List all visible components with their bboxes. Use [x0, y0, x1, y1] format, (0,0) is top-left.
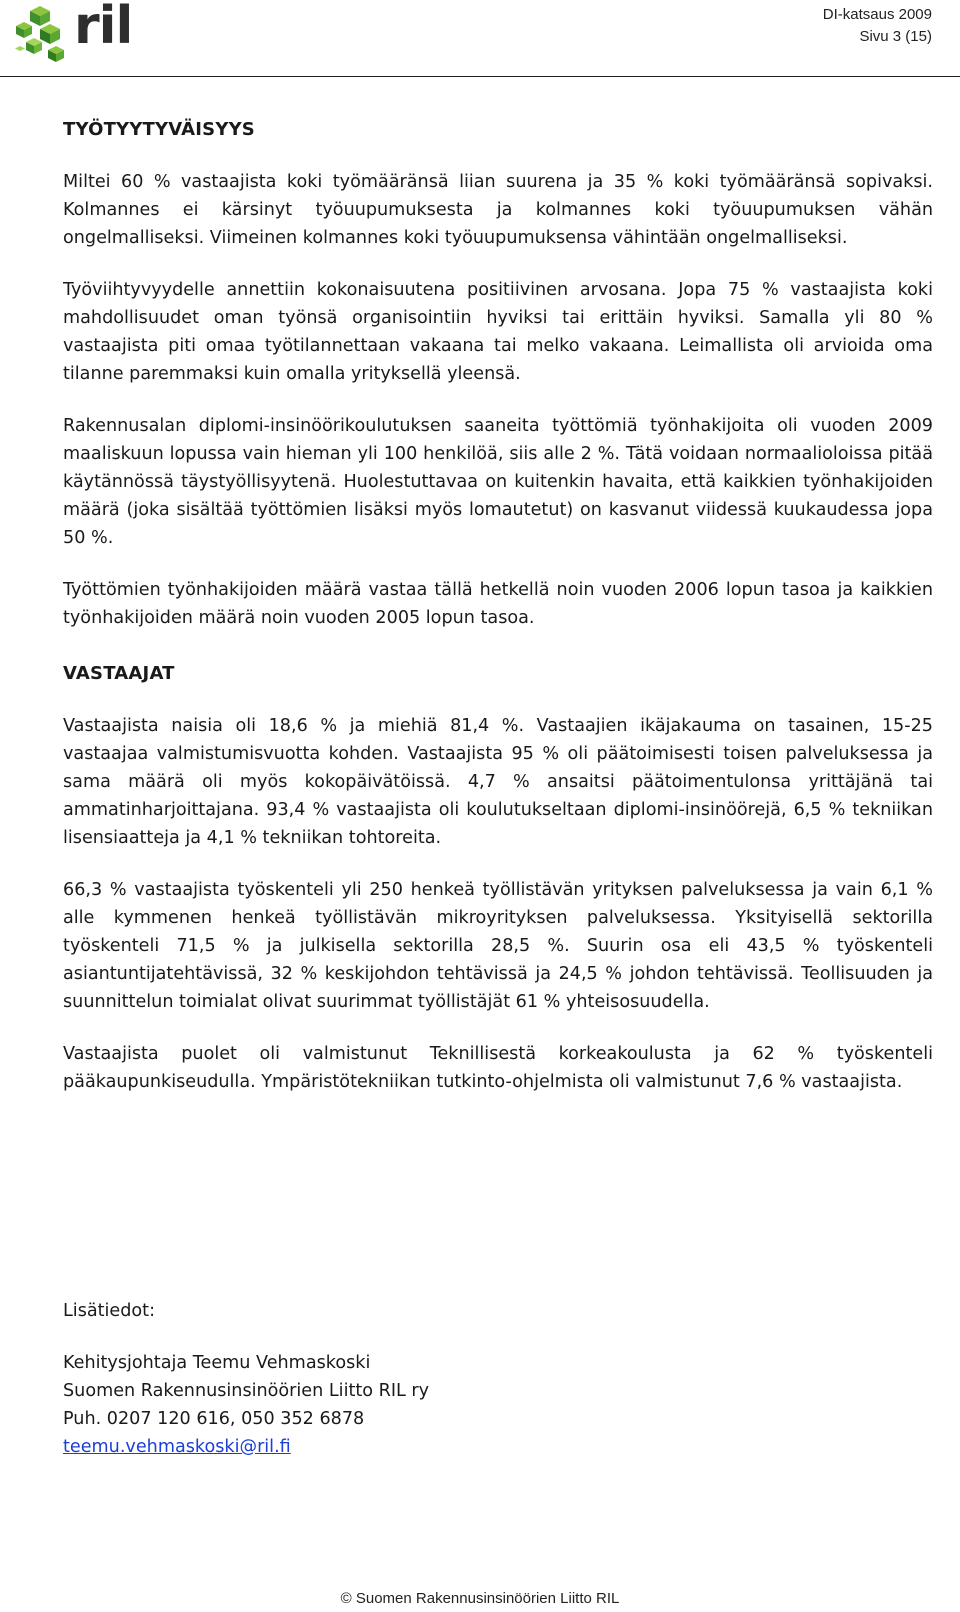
document-body	[63, 116, 933, 1096]
paragraph: Rakennusalan diplomi-insinöörikoulutuksen saaneita työttömiä työnhakijoita oli vuoden 2009 maaliskuun lopussa vain hieman yli 100 henkilöä, siis alle 2 %. Tätä voidaan normaalioloissa pitää käytännössä täystyöllisyytenä. Huolestuttavaa on kuitenkin havaita, että kaikkien työnhakijoiden määrä (joka sisältää työttömien lisäksi myös lomautetut) on kasvanut viidessä kuukaudessa jopa 50 %.	[63, 416, 933, 548]
contact-email-link[interactable]: teemu.vehmaskoski@ril.fi	[63, 1437, 291, 1457]
paragraph: Miltei 60 % vastaajista koki työmääränsä liian suurena ja 35 % koki työmääränsä sopivaksi. Kolmannes ei kärsinyt työuupumuksesta ja kolmannes koki työuupumuksen vähän ongelmalliseksi. Viimeinen kolmannes koki työuupumuksensa vähintään ongelmalliseksi.	[63, 172, 933, 248]
paragraph: Työviihtyvyydelle annettiin kokonaisuutena positiivinen arvosana. Jopa 75 % vastaajista koki mahdollisuudet oman työnsä organisointiin hyviksi tai erittäin hyviksi. Samalla yli 80 % vastaajista piti omaa työtilannettaan vakaana tai melko vakaana. Leimallista oli arvioida oma tilanne paremmaksi kuin omalla yrityksellä yleensä.	[63, 280, 933, 384]
paragraph: Vastaajista naisia oli 18,6 % ja miehiä 81,4 %. Vastaajien ikäjakauma on tasainen, 15-25 vastaajaa valmistumisvuotta kohden. Vastaajista 95 % oli päätoimisesti toisen palveluksessa ja sama määrä oli myös kokopäivätöissä. 4,7 % ansaitsi päätoimentulonsa yrittäjänä tai ammatinharjoittajana. 93,4 % vastaajista oli koulutukseltaan diplomi-insinöörejä, 6,5 % tekniikan lisensiaatteja ja 4,1 % tekniikan tohtoreita.	[63, 716, 933, 848]
page-header	[0, 0, 960, 78]
paragraph: 66,3 % vastaajista työskenteli yli 250 henkeä työllistävän yrityksen palveluksessa ja vain 6,1 % alle kymmenen henkeä työllistävän mikroyrityksen palveluksessa. Yksityisellä sektorilla työskenteli 71,5 % ja julkisella sektorilla 28,5 %. Suurin osa eli 43,5 % työskenteli asiantuntijatehtävissä, 32 % keskijohdon tehtävissä ja 24,5 % johdon tehtävissä. Teollisuuden ja suunnittelun toimialat olivat suurimmat työllistäjät 61 % yhteisosuudella.	[63, 880, 933, 1012]
contact-info	[63, 1297, 663, 1461]
page-number: Sivu 3 (15)	[859, 28, 932, 45]
contact-phone: Puh. 0207 120 616, 050 352 6878	[63, 1409, 365, 1429]
section-heading-vastaajat: VASTAAJAT	[63, 663, 175, 684]
cube-pattern-icon	[10, 2, 74, 66]
paragraph: Vastaajista puolet oli valmistunut Teknillisestä korkeakoulusta ja 62 % työskenteli pääkaupunkiseudulla. Ympäristötekniikan tutkinto-ohjelmista oli valmistunut 7,6 % vastaajista.	[63, 1044, 933, 1092]
header-divider	[0, 76, 960, 77]
header-meta	[823, 4, 932, 48]
document-title: DI-katsaus 2009	[822, 6, 932, 23]
page-footer: © Suomen Rakennusinsinöörien Liitto RIL	[340, 1590, 620, 1607]
paragraph: Työttömien työnhakijoiden määrä vastaa tällä hetkellä noin vuoden 2006 lopun tasoa ja kaikkien työnhakijoiden määrä noin vuoden 2005 lopun tasoa.	[63, 580, 933, 628]
contact-label: Lisätiedot:	[63, 1301, 156, 1321]
section-heading-tyotyytyvaisyys: TYÖTYYTYVÄISYYS	[63, 119, 255, 140]
ril-logo	[10, 0, 133, 66]
contact-name: Kehitysjohtaja Teemu Vehmaskoski	[63, 1353, 371, 1373]
contact-organization: Suomen Rakennusinsinöörien Liitto RIL ry	[63, 1381, 430, 1401]
logo-wordmark: ril	[74, 0, 133, 56]
